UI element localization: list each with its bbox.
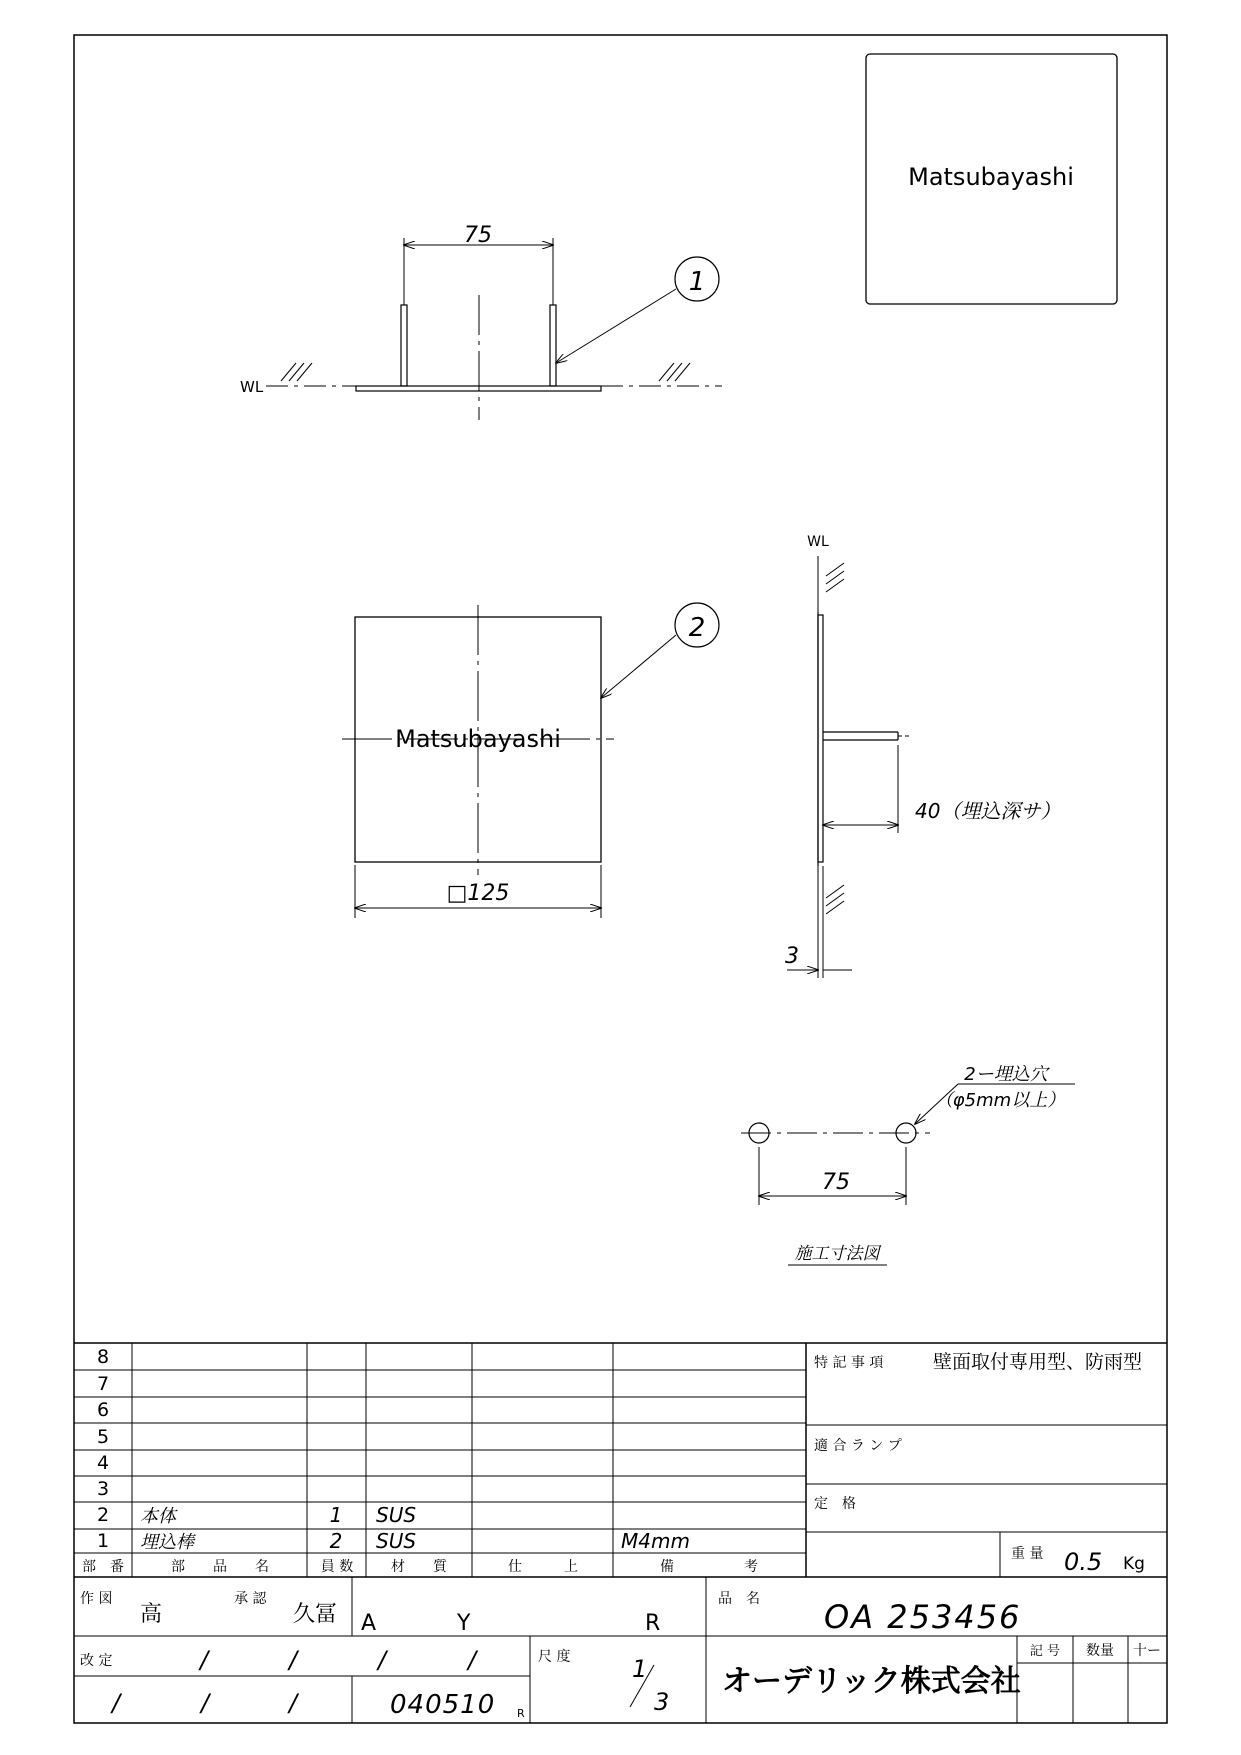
header-name: 部 品 名 bbox=[171, 1559, 269, 1575]
scale-label: 尺 度 bbox=[538, 1649, 571, 1665]
rev-slash: / bbox=[468, 1646, 477, 1674]
hole-note-2: （φ5mm以上） bbox=[934, 1090, 1066, 1111]
logo-preview bbox=[866, 54, 1117, 304]
mark-r: R bbox=[645, 1611, 661, 1636]
callout-2: 2 bbox=[688, 613, 706, 643]
rating-label: 定 格 bbox=[814, 1496, 856, 1512]
sheet-border bbox=[74, 35, 1167, 1723]
logo-text: Matsubayashi bbox=[908, 163, 1074, 191]
revision-label: 改 定 bbox=[80, 1653, 113, 1669]
special-label: 特 記 事 項 bbox=[814, 1355, 884, 1371]
row-no: 5 bbox=[96, 1426, 110, 1448]
install-title: 施工寸法図 bbox=[794, 1244, 880, 1264]
part-name: 本体 bbox=[140, 1506, 176, 1527]
rev-slash: / bbox=[289, 1689, 298, 1717]
rev-slash: / bbox=[201, 1689, 210, 1717]
weight-value: 0.5 bbox=[1064, 1548, 1103, 1576]
quantity-label: 数量 bbox=[1086, 1643, 1114, 1659]
approved-value: 久冨 bbox=[293, 1602, 338, 1627]
scale-den: 3 bbox=[654, 1688, 670, 1716]
row-no: 4 bbox=[96, 1452, 110, 1474]
hole-note-1: 2ー埋込穴 bbox=[964, 1064, 1048, 1085]
part-remarks: M4mm bbox=[621, 1529, 690, 1553]
date-suffix: R bbox=[517, 1707, 525, 1720]
row-no: 7 bbox=[96, 1373, 110, 1395]
weight-label: 重 量 bbox=[1011, 1546, 1044, 1562]
weight-unit: Kg bbox=[1123, 1554, 1145, 1574]
symbol-label: 記 号 bbox=[1029, 1644, 1061, 1659]
rev-slash: / bbox=[378, 1646, 387, 1674]
dim-75-top: 75 bbox=[464, 223, 492, 248]
part-material: SUS bbox=[376, 1529, 417, 1553]
row-no: 3 bbox=[96, 1478, 110, 1500]
plus-minus-label: 十ー bbox=[1133, 1643, 1161, 1659]
front-view bbox=[342, 603, 719, 918]
part-qty: 2 bbox=[329, 1529, 343, 1553]
install-diagram bbox=[741, 1084, 1075, 1265]
dim-thickness-3: 3 bbox=[785, 944, 799, 969]
side-view bbox=[787, 556, 912, 978]
header-finish: 仕 上 bbox=[508, 1559, 578, 1575]
date: 040510 bbox=[390, 1690, 496, 1720]
product-value: OA 253456 bbox=[824, 1598, 1022, 1636]
dim-square-125: □125 bbox=[446, 881, 510, 906]
rev-slash: / bbox=[112, 1689, 121, 1717]
part-qty: 1 bbox=[329, 1503, 343, 1527]
company-name: オーデリック株式会社 bbox=[722, 1664, 1021, 1699]
row-no: 1 bbox=[96, 1530, 110, 1552]
drawn-value: 高 bbox=[140, 1602, 163, 1627]
drawn-label: 作 図 bbox=[80, 1591, 113, 1607]
rev-slash: / bbox=[200, 1646, 209, 1674]
header-qty: 員 数 bbox=[320, 1559, 354, 1575]
callout-1: 1 bbox=[688, 267, 706, 297]
rev-slash: / bbox=[289, 1646, 298, 1674]
mark-a: A bbox=[361, 1611, 377, 1636]
product-label: 品 名 bbox=[718, 1591, 760, 1607]
top-view bbox=[266, 238, 722, 420]
row-no: 8 bbox=[96, 1346, 110, 1368]
notes-area bbox=[814, 1351, 1145, 1576]
part-name: 埋込棒 bbox=[140, 1532, 194, 1553]
lamp-label: 適 合 ラ ン プ bbox=[814, 1438, 902, 1454]
header-material: 材 質 bbox=[391, 1559, 447, 1575]
header-no: 部 番 bbox=[82, 1559, 124, 1575]
special-value: 壁面取付専用型、防雨型 bbox=[933, 1351, 1143, 1373]
mark-y: Y bbox=[457, 1611, 471, 1636]
row-no: 2 bbox=[96, 1504, 110, 1526]
part-material: SUS bbox=[376, 1503, 417, 1527]
wl-label-top: WL bbox=[240, 378, 264, 396]
parts-header bbox=[82, 1558, 758, 1575]
dim-75-holes: 75 bbox=[822, 1170, 850, 1195]
dim-depth-40: 40（埋込深サ） bbox=[915, 799, 1061, 823]
plate-logo-text: Matsubayashi bbox=[395, 725, 561, 753]
row-no: 6 bbox=[96, 1399, 110, 1421]
approved-label: 承 認 bbox=[234, 1591, 267, 1607]
scale-num: 1 bbox=[632, 1655, 648, 1683]
wl-label-side: WL bbox=[807, 534, 829, 550]
header-remarks: 備 考 bbox=[660, 1559, 758, 1575]
